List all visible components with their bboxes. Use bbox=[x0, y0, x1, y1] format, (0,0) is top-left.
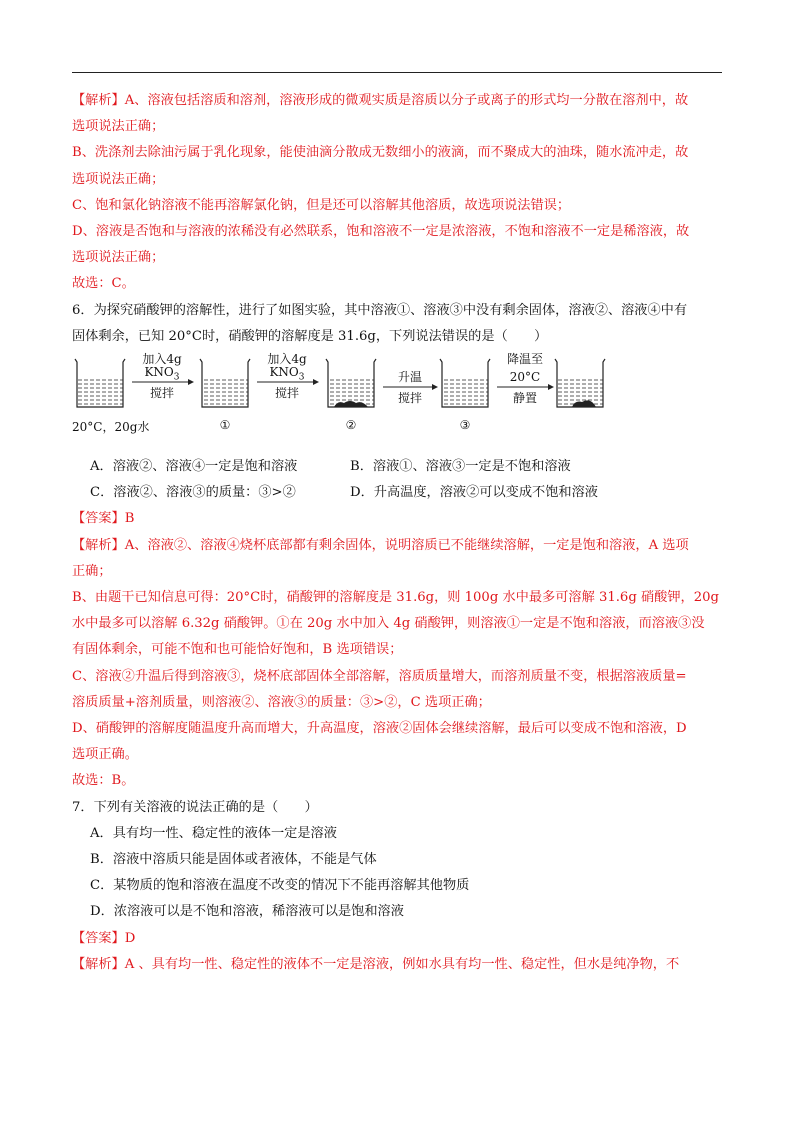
q7-option-b: B．溶液中溶质只能是固体或者液体，不能是气体 bbox=[90, 852, 377, 868]
q6-analysis-a-line2: 正确； bbox=[72, 563, 112, 579]
q6-stem-line2: 固体剩余，已知 20°C时，硝酸钾的溶解度是 31.6g，下列说法错误的是（ ） bbox=[72, 328, 548, 344]
beaker-start bbox=[75, 359, 125, 407]
arrow-2-top-label: 加入4g bbox=[267, 352, 307, 367]
arrow-3-bottom-label: 搅拌 bbox=[397, 391, 422, 406]
arrow-1-bottom-label: 搅拌 bbox=[149, 386, 174, 401]
q6-choice: 故选：B。 bbox=[72, 773, 135, 789]
q5-analysis-a-line1: 【解析】A、溶液包括溶质和溶剂，溶液形成的微观实质是溶质以分子或离子的形式均一分散在溶剂中，故 bbox=[72, 93, 689, 108]
q7-analysis-a-line1: 【解析】A 、具有均一性、稳定性的液体不一定是溶液，例如水具有均一性、稳定性，但水是纯净物，不 bbox=[72, 956, 680, 972]
q6-option-b: B．溶液①、溶液③一定是不饱和溶液 bbox=[350, 459, 571, 475]
q6-options-row-2 bbox=[72, 480, 732, 506]
q7-stem: 7．下列有关溶液的说法正确的是（ ） bbox=[72, 799, 318, 815]
q5-analysis-d-line1: D、溶液是否饱和与溶液的浓稀没有必然联系，饱和溶液不一定是浓溶液，不饱和溶液不一定是稀溶液，故 bbox=[72, 224, 690, 240]
q6-answer: 【答案】B bbox=[72, 511, 135, 527]
arrow-1-top-label: 加入4g bbox=[142, 352, 182, 367]
q6-analysis-b-line3: 有固体剩余，可能不饱和也可能恰好饱和，B 选项错误； bbox=[72, 642, 403, 658]
q7-option-c: C．某物质的饱和溶液在温度不改变的情况下不能再溶解其他物质 bbox=[90, 878, 470, 894]
beaker-3-label: ③ bbox=[459, 418, 471, 433]
q6-options-row-1 bbox=[72, 454, 732, 480]
q6-analysis-d-line2: 选项正确。 bbox=[72, 747, 138, 763]
q6-experiment-figure bbox=[72, 354, 732, 450]
q7-answer: 【答案】D bbox=[72, 930, 136, 946]
q5-analysis-d-line2: 选项说法正确； bbox=[72, 250, 165, 266]
arrow-4-bottom-label: 静置 bbox=[512, 391, 537, 406]
q6-analysis-d-line1: D、硝酸钾的溶解度随温度升高而增大，升高温度，溶液②固体会继续溶解，最后可以变成不饱和溶液，D bbox=[72, 721, 687, 737]
arrow-2-bottom-label: 搅拌 bbox=[274, 386, 299, 401]
arrow-4-mid-label: 20°C bbox=[509, 370, 541, 385]
document-body bbox=[72, 88, 732, 978]
q6-analysis-a-line1: 【解析】A、溶液②、溶液④烧杯底部都有剩余固体，说明溶质已不能继续溶解，一定是饱和溶液，A 选项 bbox=[72, 537, 689, 553]
q5-analysis-b-line1: B、洗涤剂去除油污属于乳化现象，能使油滴分散成无数细小的液滴，而不聚成大的油珠，随水流冲走，故 bbox=[72, 145, 689, 161]
q6-option-a: A．溶液②、溶液④一定是饱和溶液 bbox=[90, 459, 298, 475]
q6-stem-line1: 6．为探究硝酸钾的溶解性，进行了如图实验，其中溶液①、溶液③中没有剩余固体，溶液②、溶液④中有 bbox=[72, 302, 688, 318]
q6-analysis-c-line2: 溶质质量+溶剂质量，则溶液②、溶液③的质量：③>②，C 选项正确； bbox=[72, 694, 491, 710]
beaker-4 bbox=[555, 359, 605, 407]
q5-analysis-c-line1: C、饱和氯化钠溶液不能再溶解氯化钠，但是还可以溶解其他溶质，故选项说法错误； bbox=[72, 197, 571, 213]
beaker-3 bbox=[440, 359, 490, 407]
beaker-1 bbox=[200, 359, 250, 407]
q5-choice: 故选：C。 bbox=[72, 276, 135, 292]
q6-analysis-c-line1: C、溶液②升温后得到溶液③，烧杯底部固体全部溶解，溶质质量增大，而溶剂质量不变，根据溶液质量= bbox=[72, 668, 687, 684]
q5-analysis-a-line2: 选项说法正确； bbox=[72, 119, 165, 135]
q6-analysis-b-line2: 水中最多可以溶解 6.32g 硝酸钾。①在 20g 水中加入 4g 硝酸钾，则溶液①一定是不饱和溶液，而溶液③没 bbox=[72, 616, 705, 632]
q7-option-a: A．具有均一性、稳定性的液体一定是溶液 bbox=[90, 825, 337, 841]
q6-option-c: C．溶液②、溶液③的质量：③>② bbox=[90, 485, 296, 501]
arrow-2-reagent: $KNO_3$ bbox=[269, 365, 305, 383]
header-rule bbox=[72, 72, 722, 73]
beaker-1-label: ① bbox=[219, 418, 231, 433]
arrow-1-reagent: $KNO_3$ bbox=[144, 365, 180, 383]
q6-analysis-b-line1: B、由题干已知信息可得：20°C时，硝酸钾的溶解度是 31.6g，则 100g 水中最多可溶解 31.6g 硝酸钾，20g bbox=[72, 590, 719, 606]
beaker-2 bbox=[326, 359, 376, 407]
q6-option-d: D．升高温度，溶液②可以变成不饱和溶液 bbox=[350, 485, 598, 501]
beaker-2-label: ② bbox=[345, 418, 357, 433]
arrow-4-top-label: 降温至 bbox=[506, 352, 543, 367]
start-condition-label: 20°C，20g水 bbox=[72, 420, 150, 435]
q7-option-d: D．浓溶液可以是不饱和溶液，稀溶液可以是饱和溶液 bbox=[90, 904, 404, 920]
arrow-3-top-label: 升温 bbox=[397, 370, 422, 385]
q5-analysis-b-line2: 选项说法正确； bbox=[72, 171, 165, 187]
